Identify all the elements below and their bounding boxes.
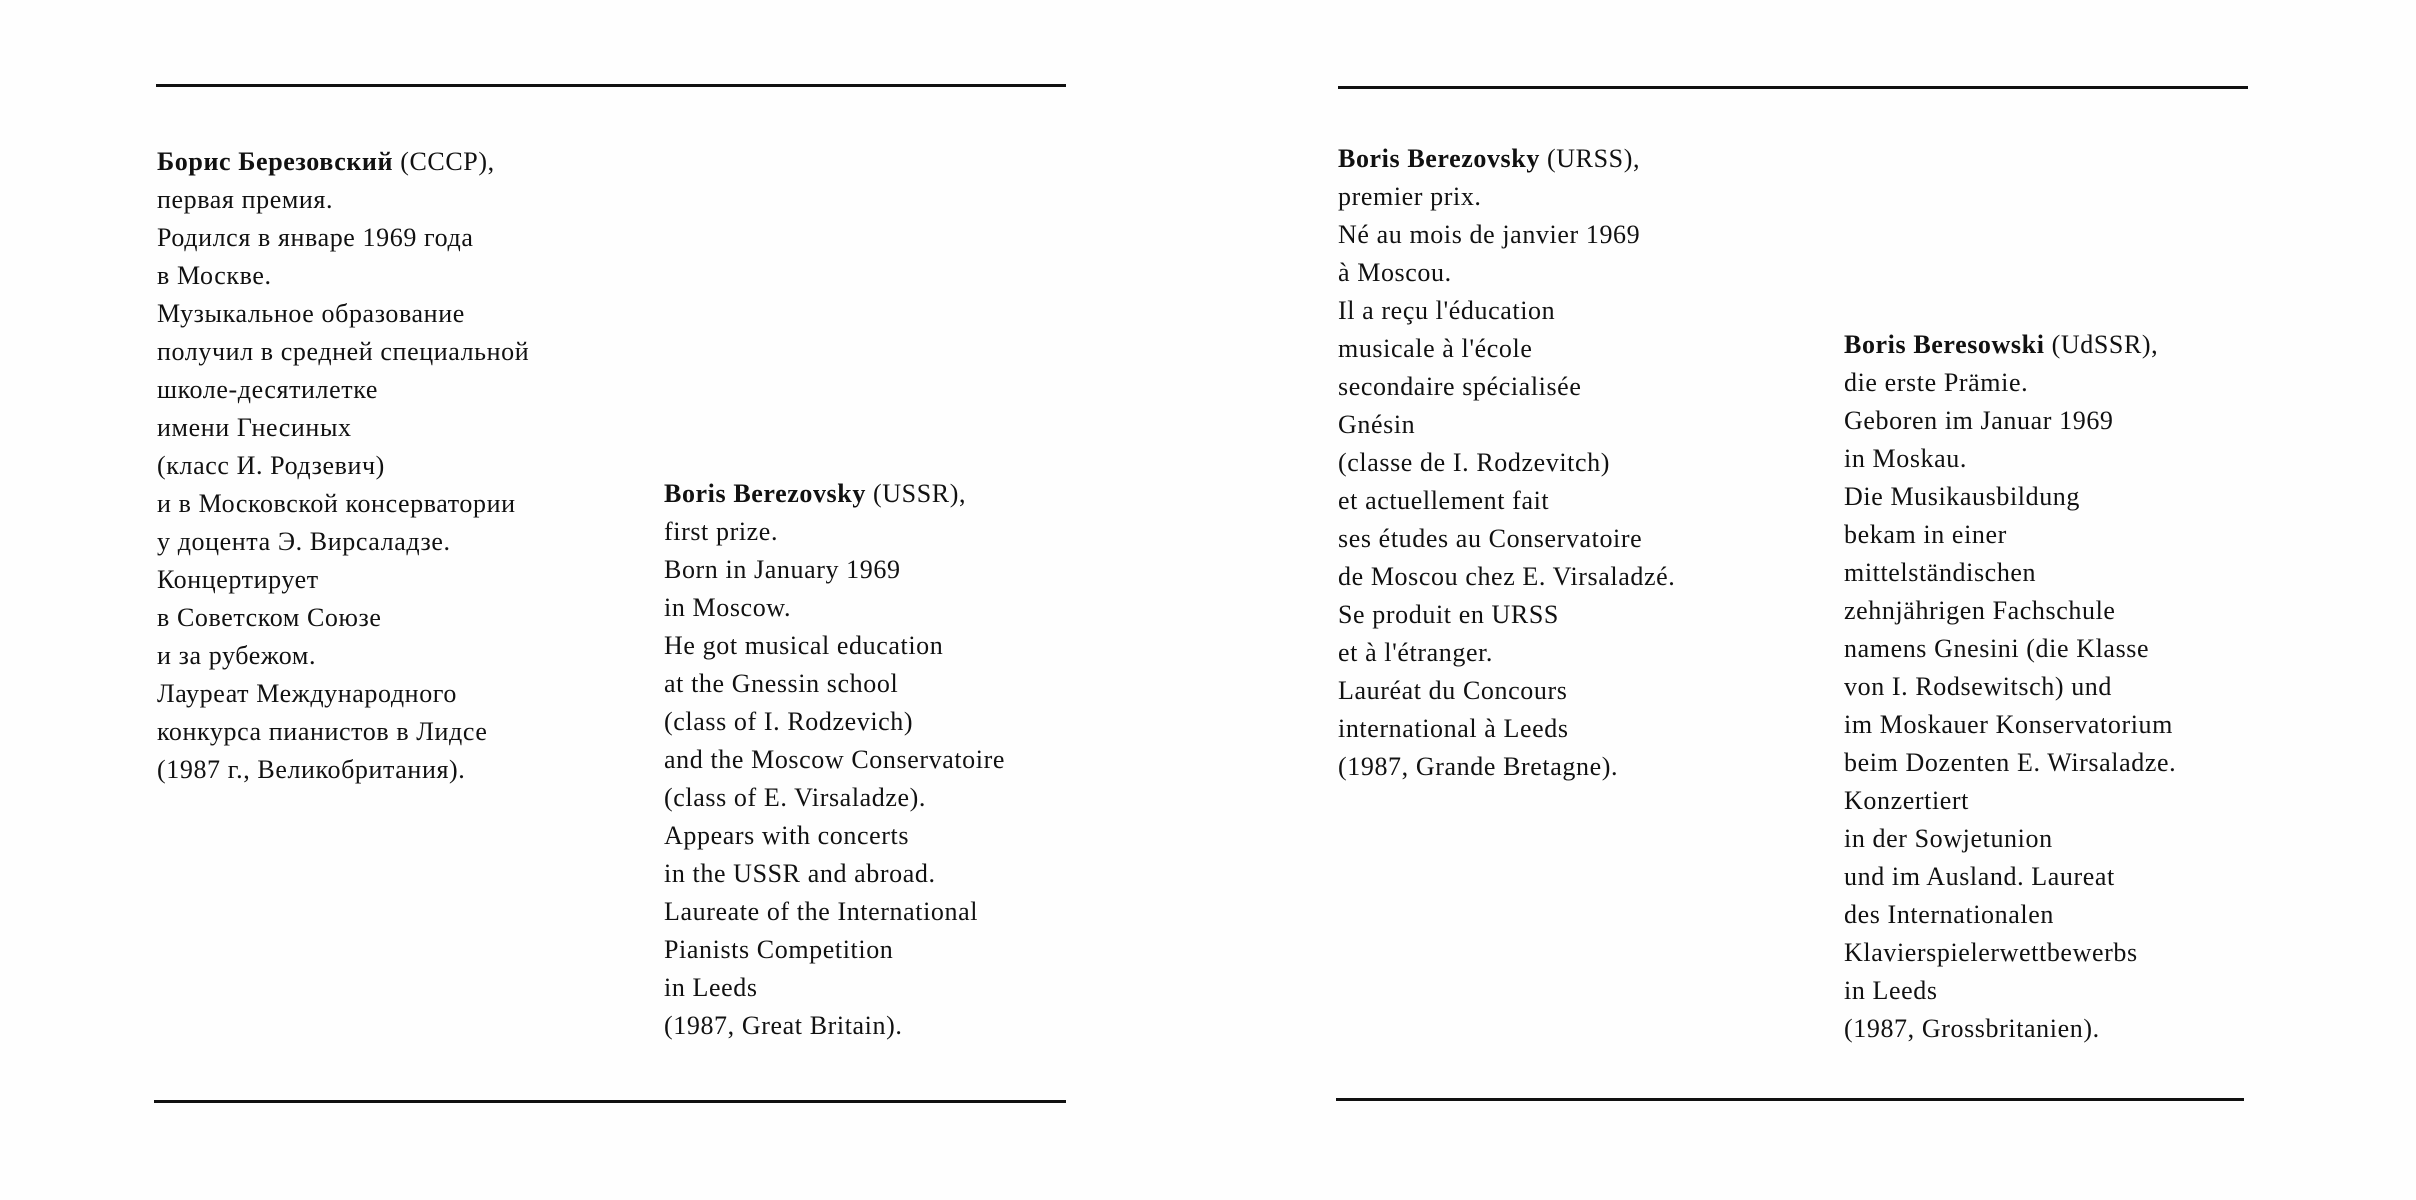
french-heading-line [1338,140,1675,178]
english-country: (USSR), [865,479,967,508]
french-name: Boris Berezovsky [1338,144,1540,173]
text-line: et à l'étranger. [1338,638,1494,667]
text-line: Klavierspielerwettbewerbs [1844,938,2138,967]
text-line: in der Sowjetunion [1844,824,2053,853]
text-line: im Moskauer Konservatorium [1844,710,2173,739]
text-line: and the Moscow Conservatoire [664,745,1005,774]
german-text-block [1844,326,2176,1048]
text-line: и в Московской консерватории [157,489,516,518]
text-line: premier prix. [1338,182,1482,211]
french-text-block [1338,140,1675,786]
english-heading-line [664,475,1005,513]
text-line: namens Gnesini (die Klasse [1844,634,2150,663]
text-line: у доцента Э. Вирсаладзе. [157,527,451,556]
english-name: Boris Berezovsky [664,479,866,508]
text-line: Lauréat du Concours [1338,676,1568,705]
text-line: Konzertiert [1844,786,1969,815]
text-line: beim Dozenten E. Wirsaladze. [1844,748,2177,777]
text-line: secondaire spécialisée [1338,372,1582,401]
text-line: Il a reçu l'éducation [1338,296,1556,325]
text-line: in Moscow. [664,593,792,622]
text-line: Se produit en URSS [1338,600,1559,629]
text-line: Лауреат Международного [157,679,458,708]
russian-text-block [157,143,529,789]
text-line: Pianists Competition [664,935,894,964]
text-line: in Leeds [1844,976,1938,1005]
text-line: Né au mois de janvier 1969 [1338,220,1641,249]
text-line: Музыкальное образование [157,299,465,328]
text-line: школе-десятилетке [157,375,378,404]
text-line: в Советском Союзе [157,603,382,632]
text-line: die erste Prämie. [1844,368,2029,397]
text-line: first prize. [664,517,779,546]
text-line: получил в средней специальной [157,337,530,366]
text-line: zehnjährigen Fachschule [1844,596,2116,625]
text-line: Born in January 1969 [664,555,901,584]
german-name: Boris Beresowski [1844,330,2045,359]
text-line: von I. Rodsewitsch) und [1844,672,2112,701]
top-rule-left [156,84,1066,87]
text-line: Appears with concerts [664,821,910,850]
top-rule-right [1338,86,2248,89]
french-country: (URSS), [1539,144,1641,173]
english-text-block [664,475,1005,1045]
text-line: à Moscou. [1338,258,1452,287]
russian-name: Борис Березовский [157,147,394,176]
text-line: He got musical education [664,631,944,660]
german-heading-line [1844,326,2176,364]
text-line: et actuellement fait [1338,486,1550,515]
text-line: (1987, Grande Bretagne). [1338,752,1619,781]
text-line: in Moskau. [1844,444,1967,473]
text-line: in the USSR and abroad. [664,859,936,888]
text-line: (classe de I. Rodzevitch) [1338,448,1611,477]
text-line: и за рубежом. [157,641,317,670]
text-line: (1987 г., Великобритания). [157,755,466,784]
text-line: Родился в январе 1969 года [157,223,474,252]
text-line: international à Leeds [1338,714,1569,743]
text-line: (1987, Grossbritanien). [1844,1014,2100,1043]
bottom-rule-left [154,1100,1066,1103]
text-line: des Internationalen [1844,900,2054,929]
text-line: первая премия. [157,185,334,214]
text-line: Gnésin [1338,410,1416,439]
text-line: musicale à l'école [1338,334,1533,363]
text-line: (класс И. Родзевич) [157,451,385,480]
text-line: Die Musikausbildung [1844,482,2081,511]
german-country: (UdSSR), [2044,330,2159,359]
text-line: Laureate of the International [664,897,979,926]
text-line: имени Гнесиных [157,413,352,442]
text-line: Концертирует [157,565,319,594]
text-line: bekam in einer [1844,520,2007,549]
text-line: at the Gnessin school [664,669,899,698]
text-line: в Москве. [157,261,272,290]
russian-country: (СССР), [393,147,495,176]
text-line: (1987, Great Britain). [664,1011,903,1040]
text-line: конкурса пианистов в Лидсе [157,717,488,746]
text-line: mittelständischen [1844,558,2037,587]
text-line: (class of I. Rodzevich) [664,707,914,736]
text-line: und im Ausland. Laureat [1844,862,2115,891]
text-line: Geboren im Januar 1969 [1844,406,2114,435]
text-line: ses études au Conservatoire [1338,524,1643,553]
text-line: in Leeds [664,973,758,1002]
text-line: de Moscou chez E. Virsaladzé. [1338,562,1676,591]
russian-heading-line [157,143,529,181]
bottom-rule-right [1336,1098,2244,1101]
text-line: (class of E. Virsaladze). [664,783,927,812]
